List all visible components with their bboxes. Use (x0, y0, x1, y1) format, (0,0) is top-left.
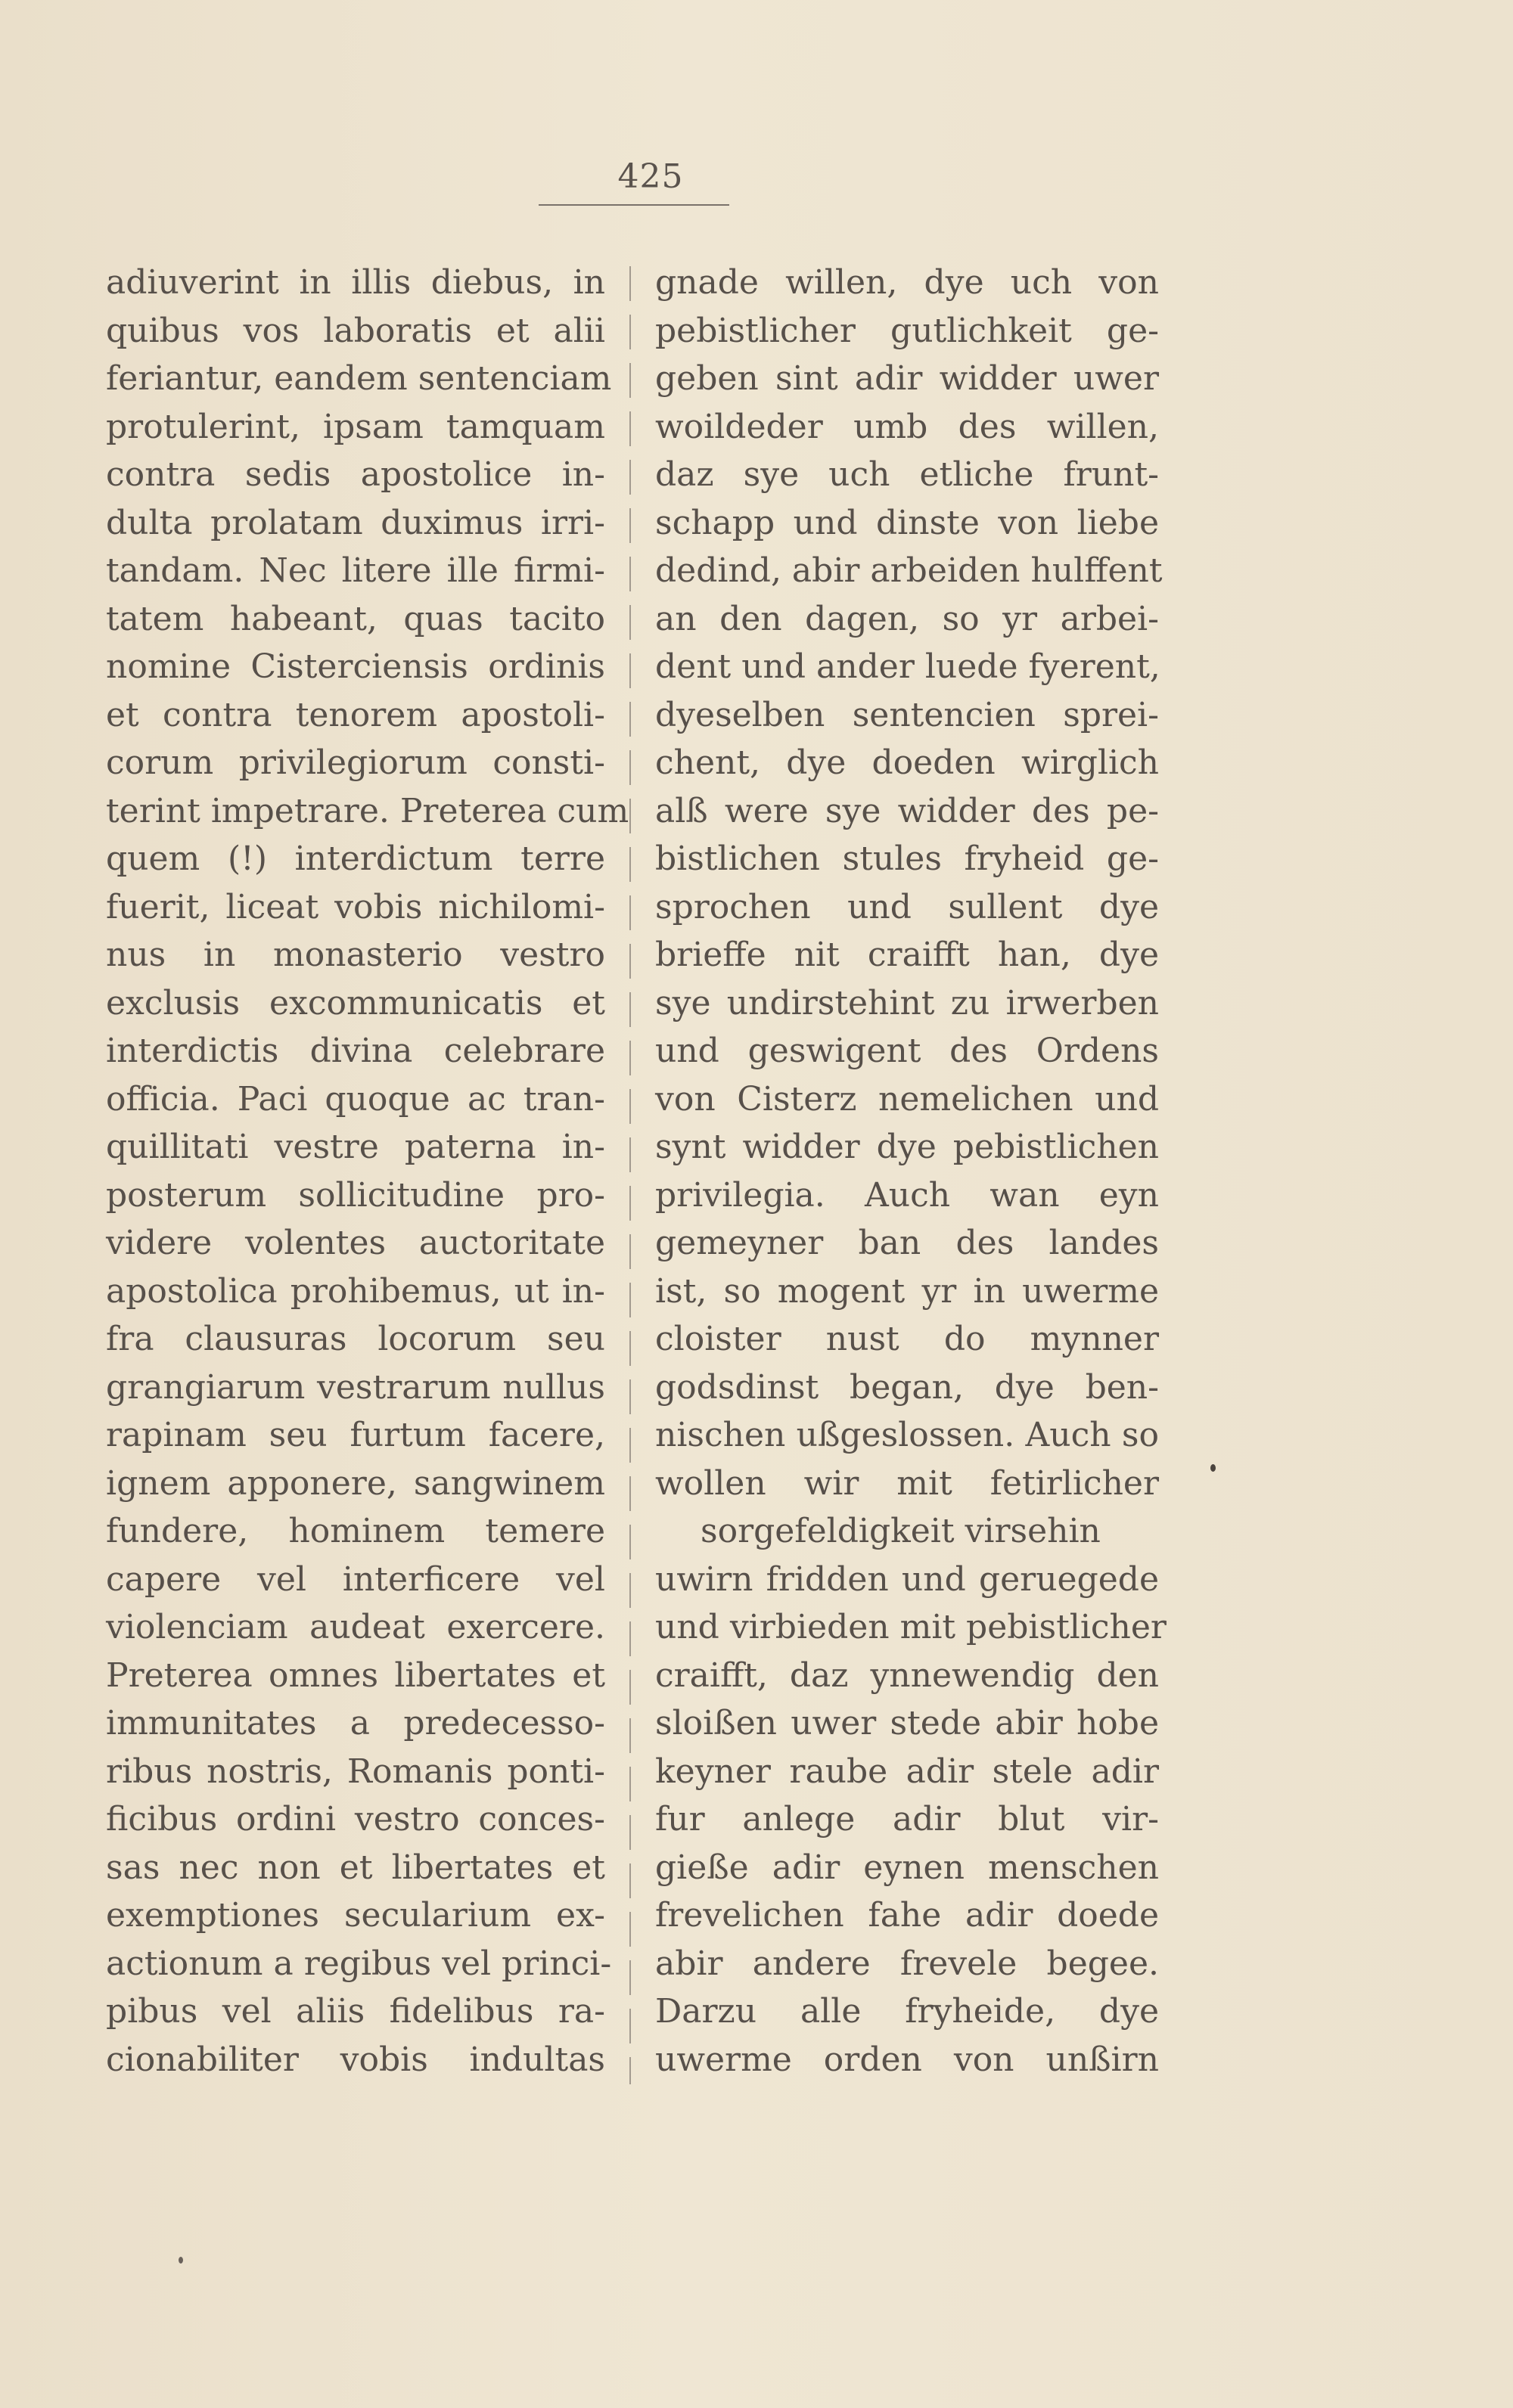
text-line: pibus vel aliis fidelibus ra- (106, 1992, 605, 2031)
text-line: chent, dye doeden wirglich (655, 743, 1159, 782)
text-line: dyeselben sentencien sprei- (655, 695, 1159, 734)
text-line: capere vel interficere vel (106, 1559, 605, 1599)
text-line: nomine Cisterciensis ordinis (106, 647, 605, 686)
text-line: alß were sye widder des pe- (655, 791, 1159, 830)
text-line: rapinam seu furtum facere, (106, 1416, 605, 1454)
text-line: sorgefeldigkeit virsehin (701, 1512, 1101, 1550)
latin-text-column (106, 259, 629, 2084)
text-line: pebistlicher gutlichkeit ge- (655, 311, 1159, 350)
text-line: grangiarum vestrarum nullus (106, 1367, 605, 1407)
text-line: daz sye uch etliche frunt- (655, 455, 1159, 494)
text-line: corum privilegiorum consti- (106, 743, 605, 782)
text-line: feriantur, eandem sentenciam (106, 359, 612, 398)
text-line: abir andere frevele begee. (655, 1944, 1159, 1983)
ink-speck (1210, 1464, 1216, 1472)
text-line: gemeyner ban des landes (655, 1224, 1159, 1262)
text-line: ist, so mogent yr in uwerme (655, 1271, 1159, 1311)
page-number-rule (539, 204, 729, 206)
text-line: protulerint, ipsam tamquam (106, 407, 605, 446)
text-line: craifft, daz ynnewendig den (655, 1656, 1159, 1695)
text-line: godsdinst began, dye ben- (655, 1367, 1159, 1407)
text-line: frevelichen fahe adir doede (655, 1896, 1159, 1935)
text-line: synt widder dye pebistlichen (655, 1128, 1159, 1166)
text-line: quillitati vestre paterna in- (106, 1128, 605, 1166)
text-line: officia. Paci quoque ac tran- (106, 1079, 605, 1119)
text-line: und geswigent des Ordens (655, 1032, 1159, 1070)
page-number: 425 (617, 157, 684, 196)
text-line: fundere, hominem temere (106, 1512, 605, 1550)
text-line: sye undirstehint zu irwerben (655, 983, 1159, 1022)
text-line: quibus vos laboratis et alii (106, 311, 605, 350)
text-line: dent und ander luede fyerent, (655, 647, 1160, 686)
text-line: nus in monasterio vestro (106, 936, 605, 974)
text-line: fuerit, liceat vobis nichilomi- (106, 887, 605, 926)
text-line: uwirn fridden und geruegede (655, 1559, 1159, 1599)
text-line: gnade willen, dye uch von (655, 263, 1159, 302)
text-line: tatem habeant, quas tacito (106, 599, 605, 638)
text-line: Darzu alle fryheide, dye (655, 1992, 1159, 2031)
text-line: sloißen uwer stede abir hobe (655, 1704, 1159, 1742)
text-line: quem (!) interdictum terre (106, 839, 605, 878)
text-line: fur anlege adir blut vir- (655, 1800, 1159, 1839)
text-line: interdictis divina celebrare (106, 1032, 605, 1070)
text-line: videre volentes auctoritate (106, 1224, 605, 1262)
text-line: privilegia. Auch wan eyn (655, 1175, 1159, 1215)
text-line: und virbieden mit pebistlicher (655, 1608, 1167, 1646)
text-line: actionum a regibus vel princi- (106, 1944, 612, 1983)
text-line: posterum sollicitudine pro- (106, 1175, 605, 1215)
text-line: gieße adir eynen menschen (655, 1848, 1159, 1887)
text-line: cloister nust do mynner (655, 1320, 1159, 1358)
text-line: nischen ußgeslossen. Auch so (655, 1416, 1159, 1454)
text-line: exclusis excommunicatis et (106, 983, 605, 1022)
text-line: adiuverint in illis diebus, in (106, 263, 605, 302)
text-line: immunitates a predecesso- (106, 1704, 605, 1742)
ink-speck (179, 2257, 183, 2264)
text-line: woildeder umb des willen, (655, 407, 1159, 446)
text-line: dedind, abir arbeiden hulffent (655, 551, 1163, 590)
text-line: violenciam audeat exercere. (106, 1608, 605, 1646)
text-line: ficibus ordini vestro conces- (106, 1800, 605, 1839)
text-line: dulta prolatam duximus irri- (106, 503, 605, 542)
text-line: terint impetrare. Preterea cum (106, 791, 629, 830)
text-line: exemptiones secularium ex- (106, 1896, 605, 1935)
text-line: contra sedis apostolice in- (106, 455, 605, 494)
text-line: bistlichen stules fryheid ge- (655, 839, 1159, 878)
text-line: wollen wir mit fetirlicher (655, 1463, 1159, 1503)
text-line: keyner raube adir stele adir (655, 1752, 1159, 1791)
column-divider (629, 266, 631, 2084)
text-line: schapp und dinste von liebe (655, 503, 1159, 542)
german-text-column (655, 259, 1167, 2084)
text-line: sas nec non et libertates et (106, 1848, 605, 1887)
text-line: ignem apponere, sangwinem (106, 1463, 605, 1503)
text-line: apostolica prohibemus, ut in- (106, 1271, 605, 1311)
text-line: Preterea omnes libertates et (106, 1656, 605, 1695)
text-line: sprochen und sullent dye (655, 887, 1159, 926)
text-line: brieffe nit craifft han, dye (655, 936, 1159, 974)
text-line: an den dagen, so yr arbei- (655, 599, 1159, 638)
text-line: uwerme orden von unßirn (655, 2040, 1159, 2079)
text-line: ribus nostris, Romanis ponti- (106, 1752, 605, 1791)
text-line: von Cisterz nemelichen und (655, 1079, 1159, 1119)
text-line: tandam. Nec litere ille firmi- (106, 551, 605, 590)
text-line: et contra tenorem apostoli- (106, 695, 605, 734)
text-line: geben sint adir widder uwer (655, 359, 1159, 398)
text-line: cionabiliter vobis indultas (106, 2040, 605, 2079)
text-line: fra clausuras locorum seu (106, 1320, 605, 1358)
